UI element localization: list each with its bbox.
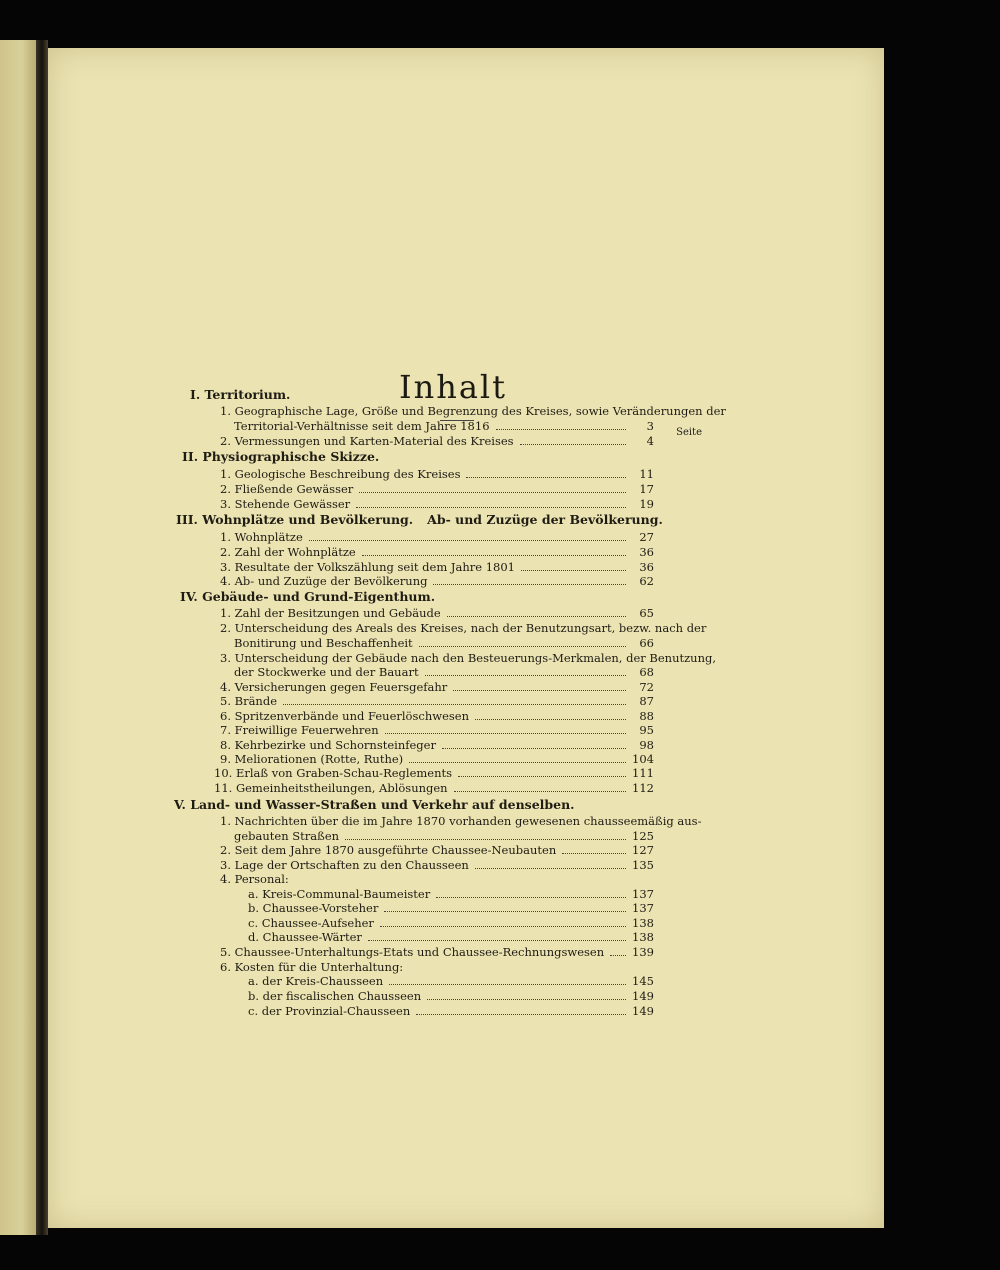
toc-entry: 3. Lage der Ortschaften zu den Chausseen 135	[220, 858, 654, 872]
toc-entry: a. Kreis-Communal-Baumeister 137	[248, 887, 654, 901]
toc-entry: 8. Kehrbezirke und Schornsteinfeger 98	[220, 738, 654, 752]
page-title: Inhalt	[398, 368, 508, 406]
toc-entry: 3. Unterscheidung der Gebäude nach den Besteuerungs-Merkmalen, der Benutzung,	[220, 651, 716, 665]
section-label: IV. Gebäude- und Grund-Eigenthum.	[180, 589, 436, 604]
toc-entry: 3. Resultate der Volkszählung seit dem Jahre 1801 36	[220, 560, 654, 574]
toc-entry: 10. Erlaß von Graben-Schau-Reglements 111	[214, 766, 654, 780]
toc-entry: 5. Chaussee-Unterhaltungs-Etats und Chaussee-Rechnungswesen 139	[220, 945, 654, 959]
toc-section-heading	[174, 798, 654, 812]
section-label: I. Territorium.	[190, 387, 291, 402]
toc-entry: 4. Versicherungen gegen Feuersgefahr 72	[220, 680, 654, 694]
toc-section-heading	[182, 450, 654, 464]
toc-entry: der Stockwerke und der Bauart 68	[234, 665, 654, 679]
toc-entry: Territorial-Verhältnisse seit dem Jahre 1816 3	[234, 419, 654, 433]
toc-entry: 11. Gemeinheitstheilungen, Ablösungen 112	[214, 781, 654, 795]
toc-section-heading	[176, 512, 663, 527]
toc-section-heading	[180, 590, 654, 604]
toc-entry: 1. Zahl der Besitzungen und Gebäude 65	[220, 606, 654, 620]
toc-entry: b. der fiscalischen Chausseen 149	[248, 989, 654, 1003]
toc-entry: d. Chaussee-Wärter 138	[248, 930, 654, 944]
toc-entry: 2. Zahl der Wohnplätze 36	[220, 545, 654, 559]
page-column-header: Seite	[676, 427, 702, 438]
toc-entry: Bonitirung und Beschaffenheit 66	[234, 636, 654, 650]
toc-entry: 6. Spritzenverbände und Feuerlöschwesen 88	[220, 709, 654, 723]
toc-entry: gebauten Straßen 125	[234, 829, 654, 843]
document-page	[48, 48, 884, 1228]
toc-entry: 9. Meliorationen (Rotte, Ruthe) 104	[220, 752, 654, 766]
toc-entry: a. der Kreis-Chausseen 145	[248, 974, 654, 988]
section-label: III. Wohnplätze und Bevölkerung.	[176, 512, 414, 527]
toc-entry: 2. Seit dem Jahre 1870 ausgeführte Chaussee-Neubauten 127	[220, 843, 654, 857]
toc-entry: 1. Nachrichten über die im Jahre 1870 vorhanden gewesenen chausseemäßig aus-	[220, 814, 702, 828]
toc-entry: 1. Geographische Lage, Größe und Begrenzung des Kreises, sowie Veränderungen der	[220, 404, 726, 418]
toc-entry: 2. Unterscheidung des Areals des Kreises, nach der Benutzungsart, bezw. nach der	[220, 621, 707, 635]
toc-entry: b. Chaussee-Vorsteher 137	[248, 901, 654, 915]
toc-entry: c. der Provinzial-Chausseen 149	[248, 1004, 654, 1018]
toc-entry: 4. Personal:	[220, 872, 289, 886]
toc-section-heading	[190, 388, 652, 402]
toc-entry: 1. Geologische Beschreibung des Kreises 11	[220, 467, 654, 481]
toc-entry: 4. Ab- und Zuzüge der Bevölkerung 62	[220, 574, 654, 588]
toc-entry: 5. Brände 87	[220, 694, 654, 708]
toc-entry: 2. Fließende Gewässer 17	[220, 482, 654, 496]
toc-entry: c. Chaussee-Aufseher 138	[248, 916, 654, 930]
toc-entry: 6. Kosten für die Unterhaltung:	[220, 960, 404, 974]
section-label: V. Land- und Wasser-Straßen und Verkehr auf denselben.	[174, 797, 575, 812]
left-page-edge	[0, 40, 36, 1235]
section-note: Ab- und Zuzüge der Bevölkerung.	[427, 512, 663, 527]
section-label: II. Physiographische Skizze.	[182, 449, 380, 464]
toc-entry: 7. Freiwillige Feuerwehren 95	[220, 723, 654, 737]
toc-entry: 1. Wohnplätze 27	[220, 530, 654, 544]
toc-entry: 3. Stehende Gewässer 19	[220, 497, 654, 511]
book-gutter	[36, 40, 48, 1235]
toc-entry: 2. Vermessungen und Karten-Material des Kreises 4	[220, 434, 654, 448]
